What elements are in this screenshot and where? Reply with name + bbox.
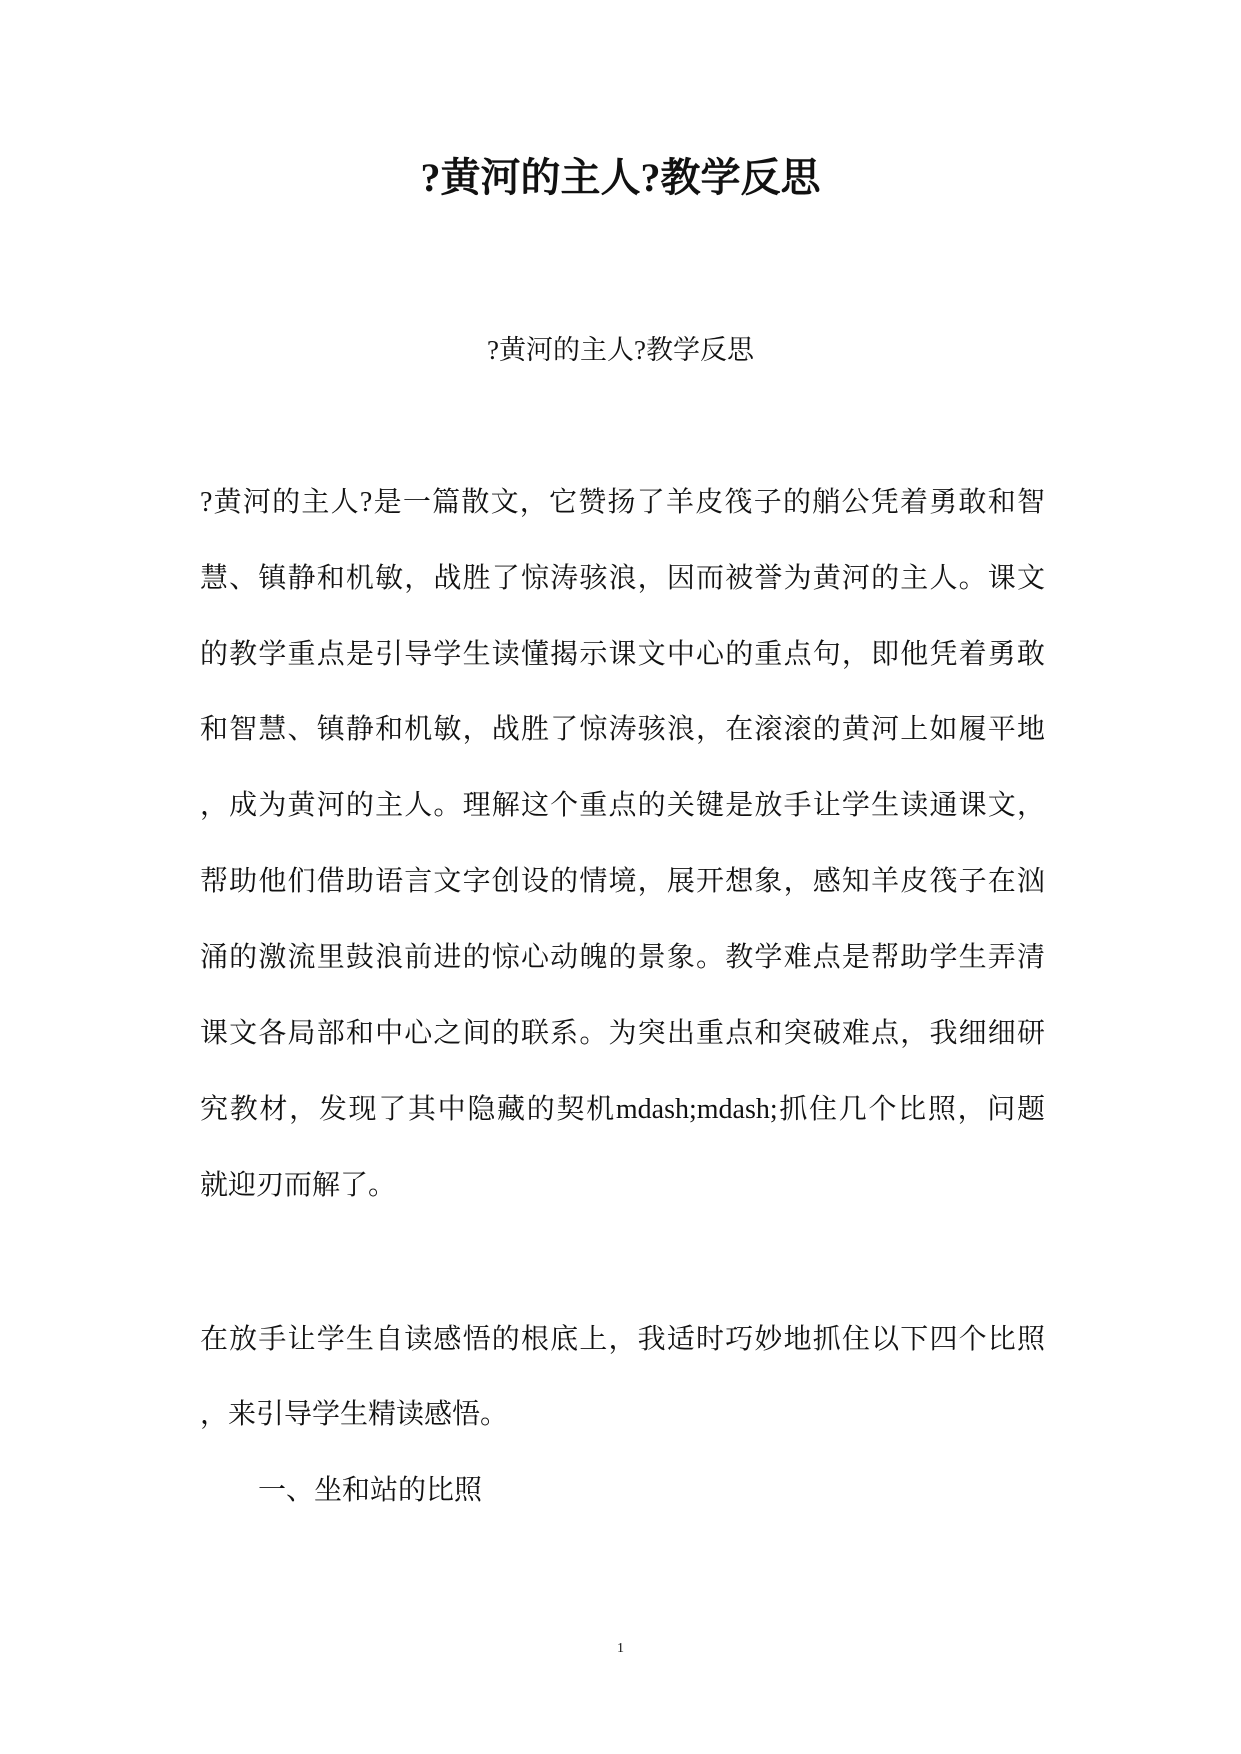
paragraph-line: 究教材，发现了其中隐藏的契机mdash;mdash;抓住几个比照，问题 <box>200 1094 1045 1125</box>
paragraph-line: ，成为黄河的主人。理解这个重点的关键是放手让学生读通课文， <box>200 790 1045 821</box>
paragraph-line: 涌的激流里鼓浪前进的惊心动魄的景象。教学难点是帮助学生弄清 <box>200 942 1045 973</box>
paragraph-line: 的教学重点是引导学生读懂揭示课文中心的重点句，即他凭着勇敢 <box>200 639 1045 670</box>
paragraph-line: 课文各局部和中心之间的联系。为突出重点和突破难点，我细细研 <box>200 1018 1045 1049</box>
paragraph-line: ，来引导学生精读感悟。 <box>200 1399 509 1430</box>
paragraph-line: 就迎刃而解了。 <box>200 1170 397 1201</box>
paragraph-line: ?黄河的主人?是一篇散文，它赞扬了羊皮筏子的艄公凭着勇敢和智 <box>200 487 1045 518</box>
section-heading: 一、坐和站的比照 <box>258 1475 483 1506</box>
paragraph-line: 帮助他们借助语言文字创设的情境，展开想象，感知羊皮筏子在汹 <box>200 866 1045 897</box>
paragraph-line: 和智慧、镇静和机敏，战胜了惊涛骇浪，在滚滚的黄河上如履平地 <box>200 714 1045 745</box>
page-number: 1 <box>617 1641 624 1656</box>
paragraph-line: 在放手让学生自读感悟的根底上，我适时巧妙地抓住以下四个比照 <box>200 1324 1045 1355</box>
document-subtitle: ?黄河的主人?教学反思 <box>487 335 754 365</box>
document-title: ?黄河的主人?教学反思 <box>420 155 821 200</box>
paragraph-line: 慧、镇静和机敏，战胜了惊涛骇浪，因而被誉为黄河的主人。课文 <box>200 563 1045 594</box>
